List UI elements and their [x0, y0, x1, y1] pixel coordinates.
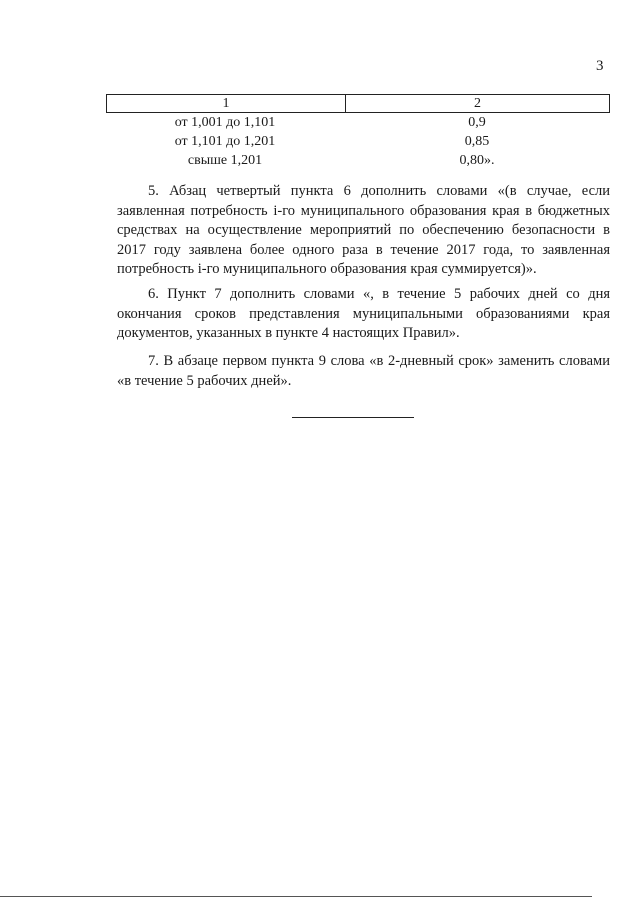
table-cell-coefficient: 0,80». [459, 153, 495, 168]
page-number: 3 [596, 58, 604, 74]
page-bottom-edge-line [0, 896, 592, 897]
table-cell-range: от 1,001 до 1,101 [174, 115, 276, 130]
paragraph-item-5: 5. Абзац четвертый пункта 6 дополнить словами «(в случае, если заявленная потребность i-го муниципального образования края в бюджетных средствах на осуществление мероприятий по обеспечению безопасности в 2017 году заявлена более одного раза в течение 2017 года, то заявленная потребность i-го муниципального образования края суммируется)». [117, 183, 610, 277]
table-cell-range: свыше 1,201 [187, 153, 263, 168]
table-header-col-2: 2 [474, 96, 481, 111]
table-cell-coefficient: 0,85 [464, 134, 490, 149]
table-row [106, 151, 610, 170]
table-row [106, 132, 610, 151]
table-cell-coefficient: 0,9 [468, 115, 486, 130]
paragraph-item-7: 7. В абзаце первом пункта 9 слова «в 2-дневный срок» заменить словами «в течение 5 рабочих дней». [117, 353, 610, 389]
table-row [106, 113, 610, 132]
end-separator-line [292, 417, 414, 418]
table-header-row [106, 94, 610, 113]
paragraph-item-6: 6. Пункт 7 дополнить словами «, в течение 5 рабочих дней со дня окончания сроков представления муниципальными образованиями края документов, указанных в пункте 4 настоящих Правил». [117, 286, 610, 341]
table-header-col-1: 1 [107, 95, 346, 112]
coefficient-table [106, 94, 610, 170]
table-cell-range: от 1,101 до 1,201 [174, 134, 276, 149]
